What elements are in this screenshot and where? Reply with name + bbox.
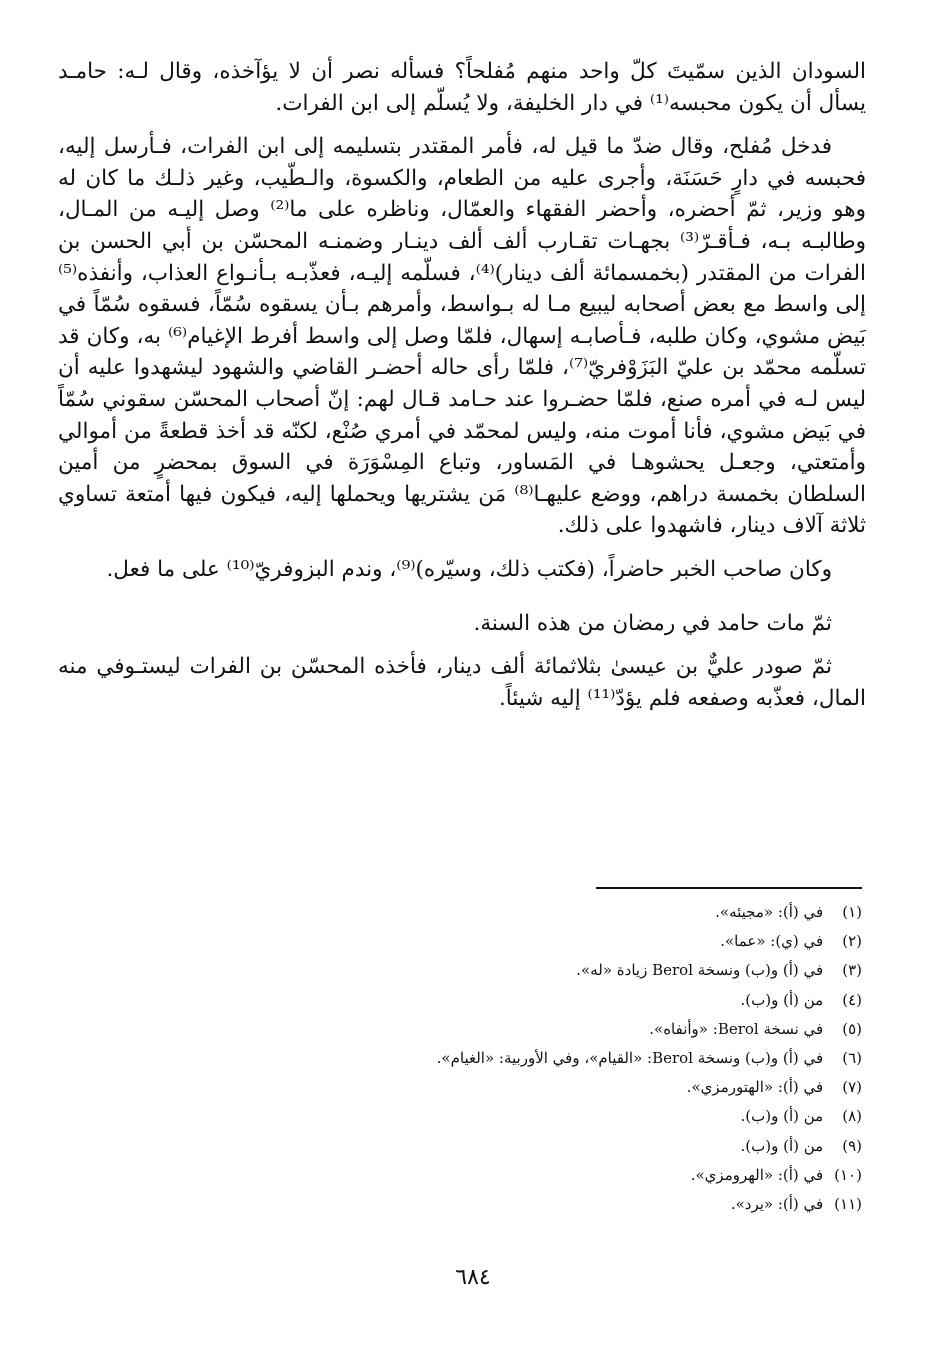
paragraph: فدخل مُفلح، وقال ضدّ ما قيل له، فأمر المقتدر بتسليمه إلى ابن الفرات، فـأرسل إليه، فحبسه في دارٍ حَسَنَة، وأجرى عليه من الطعام، والكسوة، والـطّيب، وغير ذلـك ما كان له وهو وزير، ثمّ أحضره، وأحضر الفقهاء والعمّال، وناظره على ما⁽²⁾ وصل إليـه من المـال، وطالبـه بـه، فـأقـرّ⁽³⁾ بجهـات تقـارب ألف ألف دينـار وضمنـه المحسّن بن أبي الحسن بن الفرات من المقتدر (بخمسمائة ألف دينار)⁽⁴⁾، فسلّمه إليـه، فعذّبـه بـأنـواع العذاب، وأنفذه⁽⁵⁾ إلى واسط مع بعض أصحابه ليبيع مـا له بـواسط، وأمرهم بـأن يسقوه سُمّاً، فسقوه سُمّاً في بَيض مشوي، وكان طلبه، فـأصابـه إسهال، فلمّا وصل إلى واسط أفرط الإغيام⁽⁶⁾ به، وكان قد تسلّمه محمّد بن عليّ البَزَوْفريّ⁽⁷⁾، فلمّا رأى حاله أحضـر القاضي والشهود ليشهدوا عليه أن ليس لـه في أمره صنع، فلمّا حضـروا عند حـامد قـال لهم: إنّ أصحاب المحسّن سقوني سُمّاً في بَيض مشوي، فأنا أموت منه، وليس لمحمّد في أمري صُنْع، لكنّه قد أخذ قطعةً من أموالي وأمتعتي، وجعـل يحشوهـا في المَساور، وتباع المِسْوَرَة في السوق بمحضرٍ من أمين السلطان بخمسة دراهم، ووضع عليهـا⁽⁸⁾ مَن يشتريها ويحملها إليه، فيكون فيها أمتعة تساوي ثلاثة آلاف دينار، فاشهدوا على ذلك. [58, 134, 867, 539]
footnote [162, 898, 862, 927]
footnote-number: (٥) [842, 1019, 862, 1038]
footnote-text: في (أ) و(ب) ونسخة Berol زيادة «له». [576, 961, 824, 980]
footnote-number: (٢) [842, 932, 862, 951]
footnote-number: (٦) [842, 1049, 862, 1068]
footnote-text: من (أ) و(ب). [740, 1107, 824, 1126]
footnote-text: من (أ) و(ب). [740, 990, 824, 1009]
footnote [162, 1044, 862, 1073]
footnote [162, 1190, 862, 1219]
footnote-number: (٧) [842, 1078, 862, 1097]
footnote [162, 956, 862, 985]
footnote-text: من (أ) و(ب). [740, 1136, 824, 1155]
page-body [58, 56, 866, 726]
footnote-number: (١٠) [834, 1165, 862, 1184]
footnote [162, 1102, 862, 1131]
main-text [58, 56, 866, 714]
paragraph: ثمّ صودر عليٌّ بن عيسىٰ بثلاثمائة ألف دينار، فأخذه المحسّن بن الفرات ليستـوفي منه المال، فعذّبه وصفعه فلم يؤدّ⁽¹¹⁾ إليه شيئاً. [58, 654, 866, 711]
footnote [162, 1132, 862, 1161]
footnote-number: (٨) [842, 1107, 862, 1126]
footnote-text: في (أ): «الهرومزي». [690, 1165, 824, 1184]
paragraph: ثمّ مات حامد في رمضان من هذه السنة. [473, 610, 832, 636]
footnote [162, 1015, 862, 1044]
footnote-text: في (أ) و(ب) ونسخة Berol: «القيام»، وفي الأوربية: «الغيام». [436, 1049, 824, 1068]
footnote-text: في (ي): «عما». [720, 932, 824, 951]
footnote-number: (١١) [834, 1195, 862, 1214]
footnotes-list [162, 898, 862, 1219]
footnote-number: (١) [842, 903, 862, 921]
page-number: ٦٨٤ [455, 1265, 491, 1290]
footnote-text: في (أ): «مجيئه». [715, 903, 824, 921]
footnote-text: في (أ): «الهتورمزي». [686, 1078, 824, 1097]
footnote-number: (٤) [842, 990, 862, 1009]
footnote [162, 927, 862, 956]
footnote-divider [596, 887, 862, 889]
paragraph: وكان صاحب الخبر حاضراً، (فكتب ذلك، وسيّره)⁽⁹⁾، وندم البزوفريّ⁽¹⁰⁾ على ما فعل. [106, 556, 832, 582]
footnote [162, 1161, 862, 1190]
paragraph: السودان الذين سمّيتَ كلّ واحد منهم مُفلحاً؟ فسأله نصر أن لا يؤآخذه، وقال لـه: حامـد يسأل أن يكون محبسه⁽¹⁾ في دار الخليفة، ولا يُسلّم إلى ابن الفرات. [58, 59, 866, 116]
footnote [162, 986, 862, 1015]
footnote-number: (٣) [842, 961, 862, 980]
footnote-text: في نسخة Berol: «وأنفاه». [649, 1019, 824, 1038]
footnote-number: (٩) [842, 1136, 862, 1155]
footnote-text: في (أ): «يرد». [730, 1195, 824, 1214]
footnote [162, 1073, 862, 1102]
